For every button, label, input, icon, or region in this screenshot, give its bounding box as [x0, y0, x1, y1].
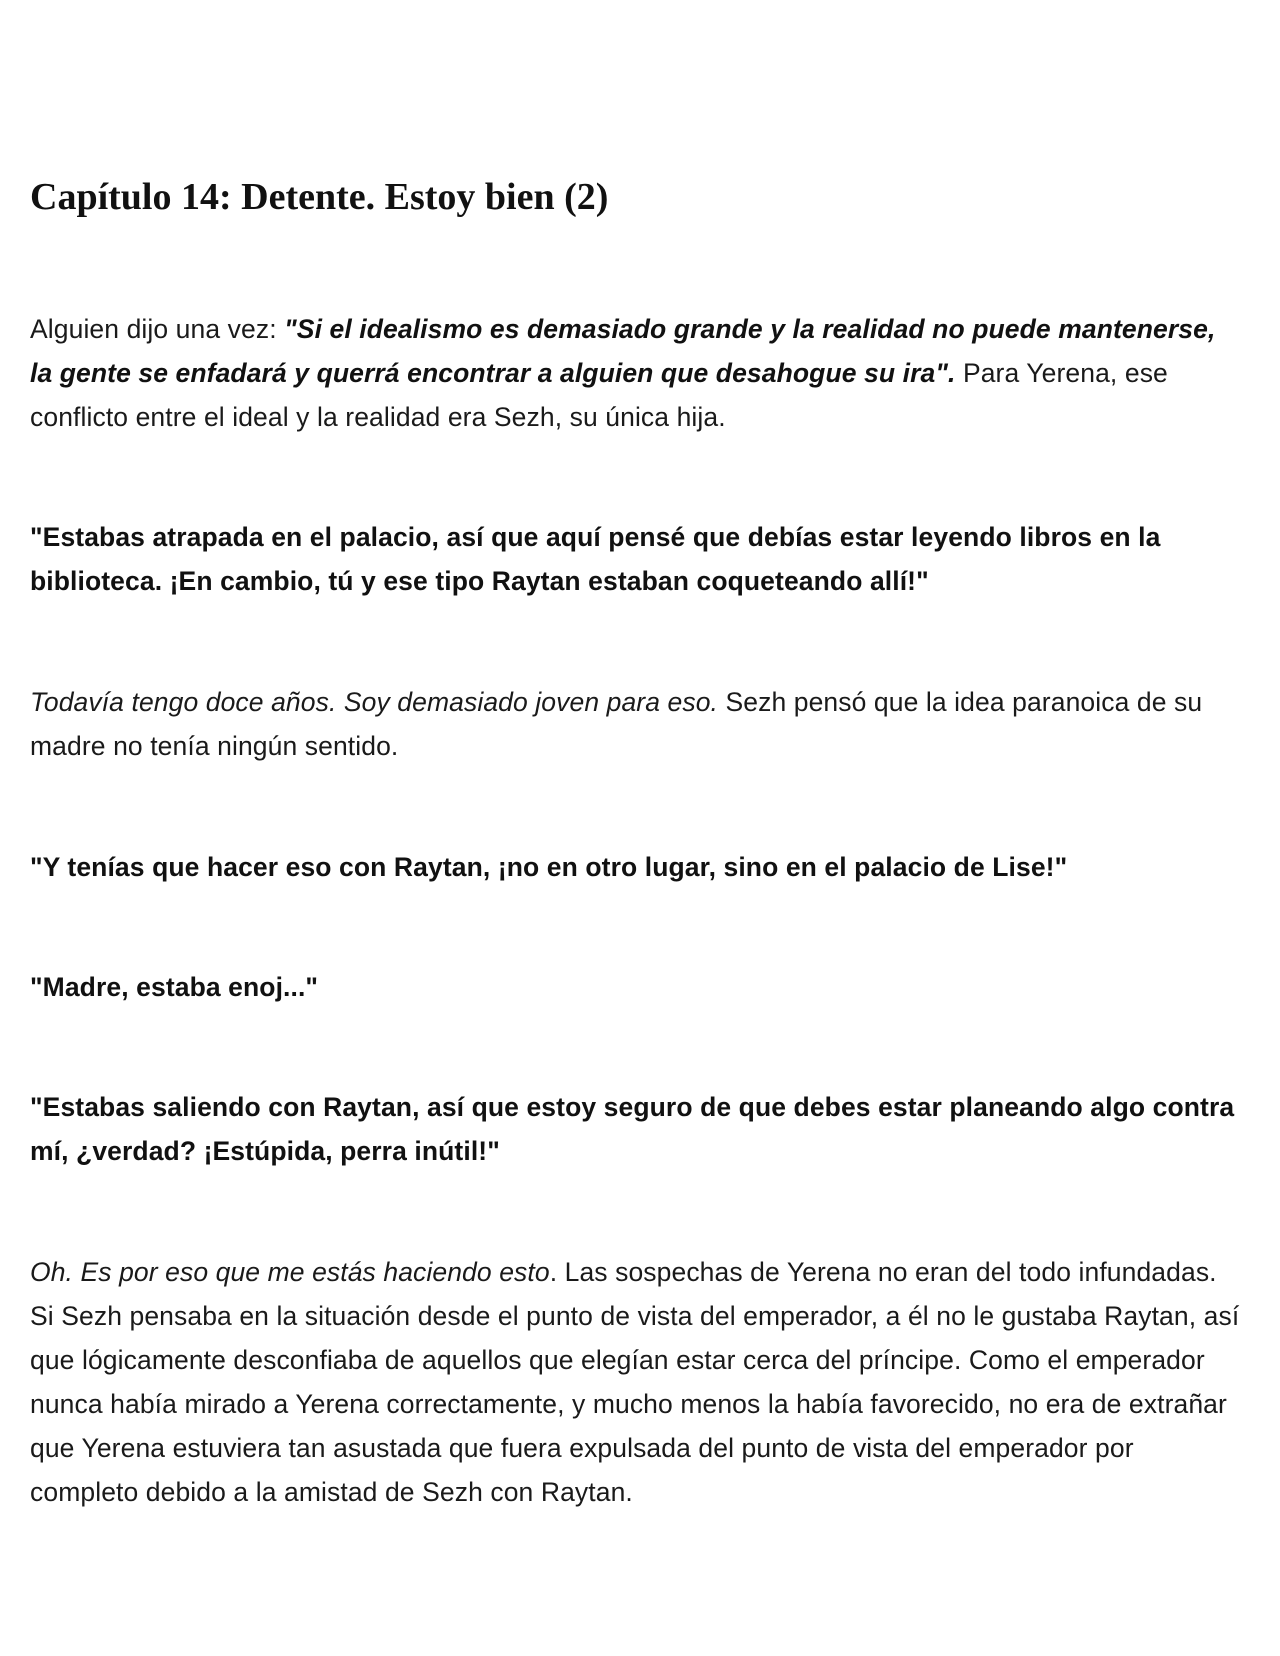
dialogue-paragraph-3: "Madre, estaba enoj..." — [30, 972, 319, 1002]
dialogue-paragraph-2: "Y tenías que hacer eso con Raytan, ¡no en otro lugar, sino en el palacio de Lise!" — [30, 852, 1068, 882]
idealism-quote: "Si el idealismo es demasiado grande y la realidad no puede mantenerse, la gente se enfadará y querrá encontrar a alguien que desahogue su ira". — [30, 314, 1216, 388]
narration-tail: Para Yerena, ese conflicto entre el ideal y la realidad era Sezh, su única hija. — [30, 358, 1168, 432]
narration-paragraph-2 — [30, 680, 1240, 768]
narration-lead: Alguien dijo una vez: — [30, 314, 285, 344]
narration-paragraph-3 — [30, 1250, 1240, 1514]
dialogue-paragraph-4: "Estabas saliendo con Raytan, así que estoy seguro de que debes estar planeando algo contra mí, ¿verdad? ¡Estúpida, perra inútil!" — [30, 1092, 1235, 1166]
narration-tail: . Las sospechas de Yerena no eran del todo infundadas. Si Sezh pensaba en la situación desde el punto de vista del emperador, a él no le gustaba Raytan, así que lógicamente desconfiaba de aquellos que elegían estar cerca del príncipe. Como el emperador nunca había mirado a Yerena correctamente, y mucho menos la había favorecido, no era de extrañar que Yerena estuviera tan asustada que fuera expulsada del punto de vista del emperador por completo debido a la amistad de Sezh con Raytan. — [30, 1257, 1240, 1507]
inner-thought: Todavía tengo doce años. Soy demasiado joven para eso. — [30, 687, 719, 717]
chapter-title: Capítulo 14: Detente. Estoy bien (2) — [30, 176, 609, 218]
dialogue-paragraph-1: "Estabas atrapada en el palacio, así que aquí pensé que debías estar leyendo libros en la biblioteca. ¡En cambio, tú y ese tipo Raytan estaban coqueteando allí!" — [30, 522, 1161, 596]
inner-thought: Oh. Es por eso que me estás haciendo esto — [30, 1257, 550, 1287]
narration-tail: Sezh pensó que la idea paranoica de su madre no tenía ningún sentido. — [30, 687, 1203, 761]
narration-paragraph-1 — [30, 307, 1240, 439]
